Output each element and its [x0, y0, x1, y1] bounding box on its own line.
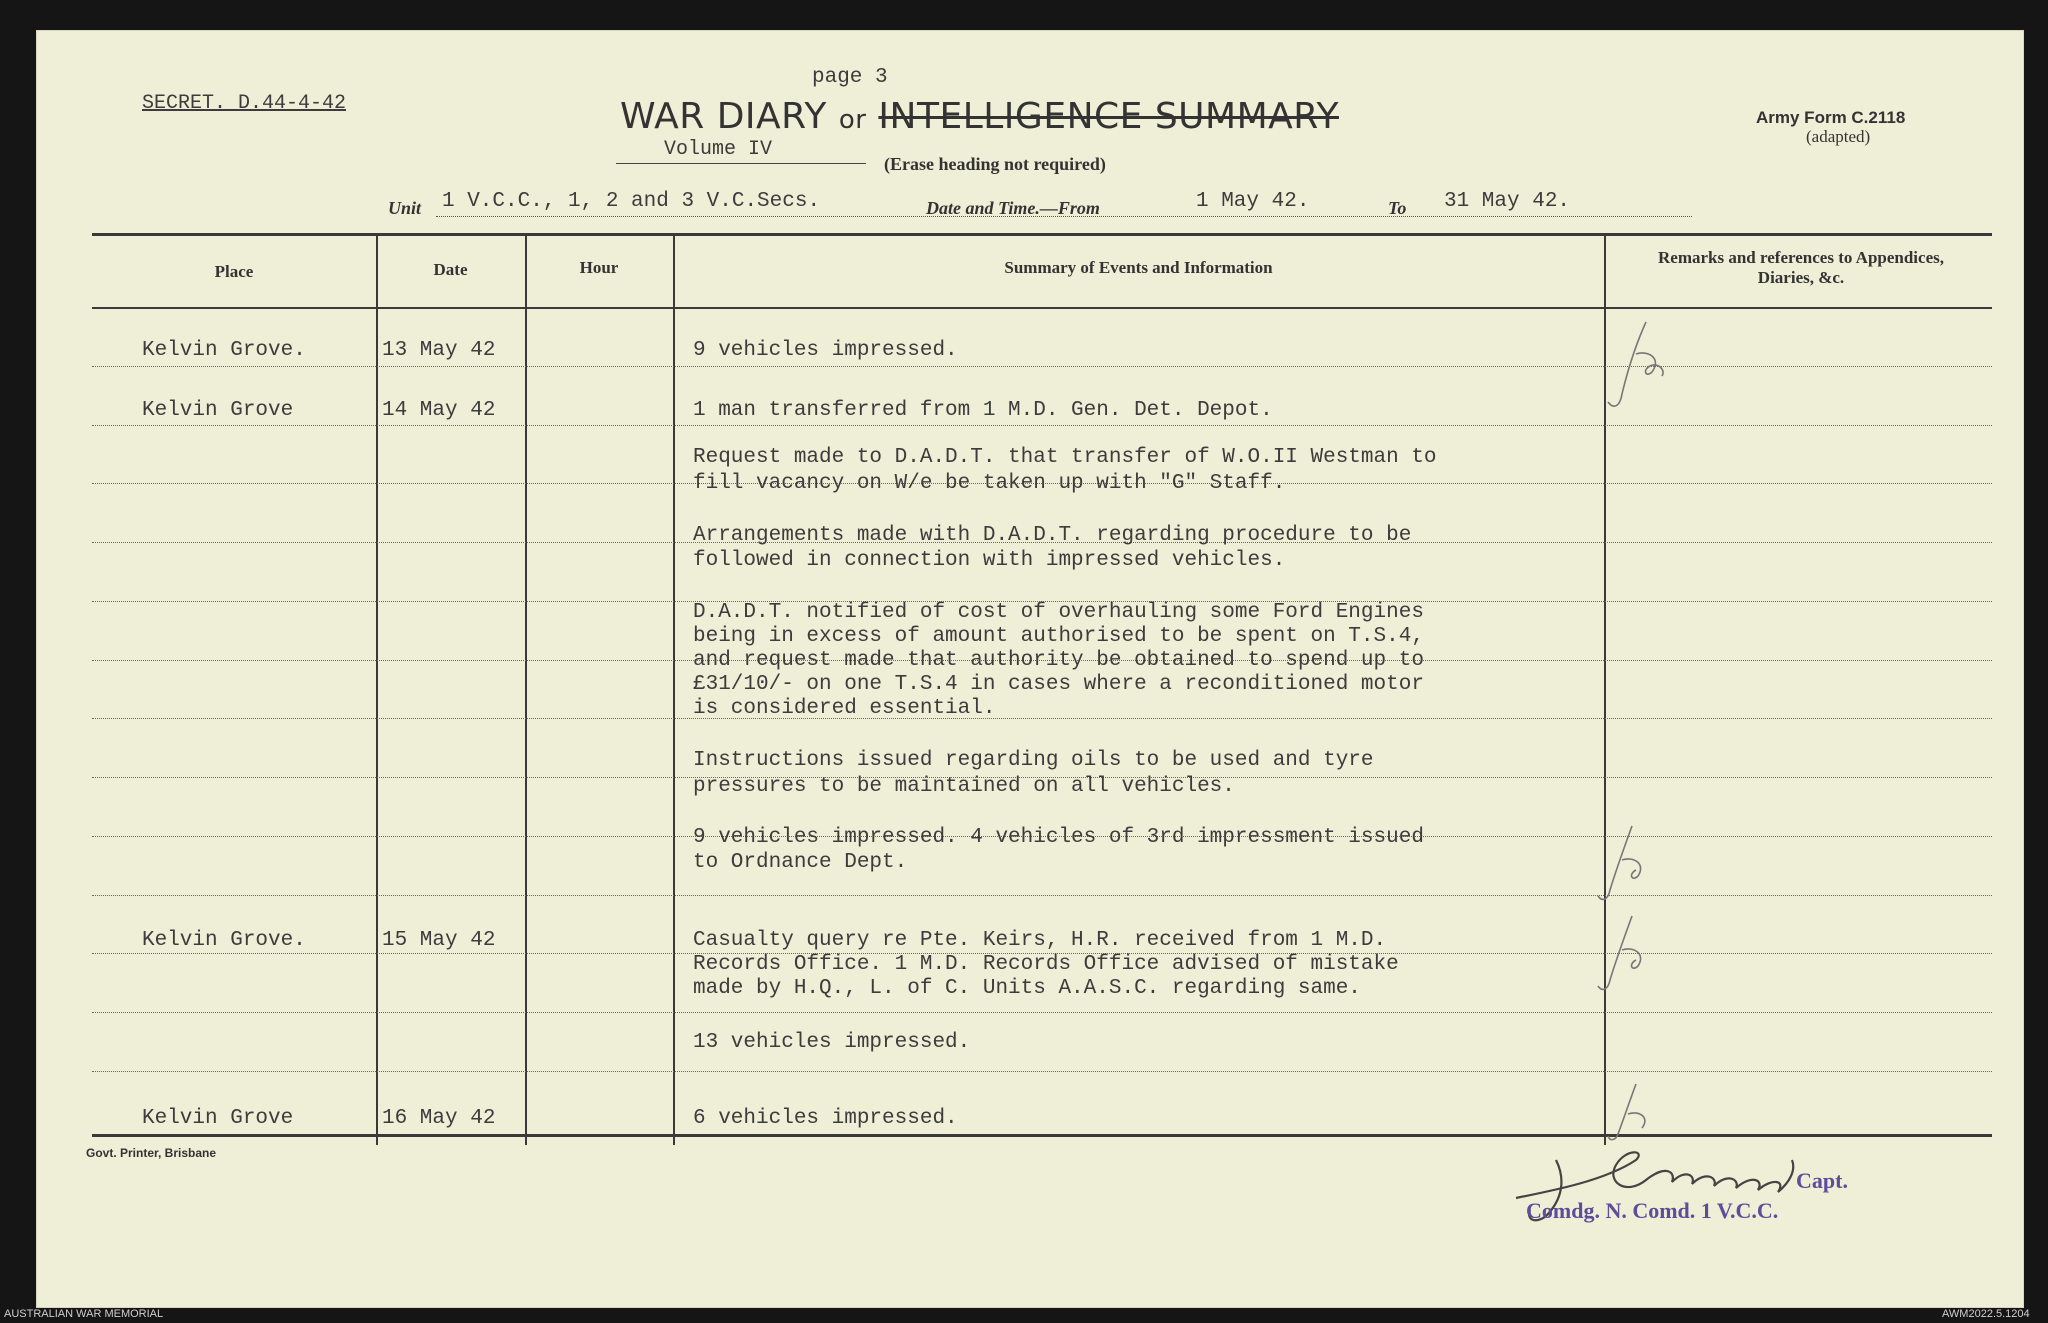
entry-summary-line: is considered essential. — [693, 697, 996, 720]
adapted-note: (adapted) — [1806, 127, 1871, 146]
entry-summary-line: made by H.Q., L. of C. Units A.A.S.C. regarding same. — [693, 977, 1361, 1000]
row-rule — [92, 425, 1992, 426]
initials-mark — [1586, 820, 1666, 910]
row-rule — [92, 1012, 1992, 1013]
rank-stamp: Capt. — [1796, 1168, 1848, 1193]
entry-summary-line: Arrangements made with D.A.D.T. regarding procedure to be — [693, 524, 1412, 547]
initials-mark — [1596, 314, 1686, 414]
column-divider-place — [376, 233, 378, 1145]
entry-summary-line: £31/10/- on one T.S.4 in cases where a reconditioned motor — [693, 673, 1424, 696]
form-title — [620, 96, 1339, 137]
entry-summary-line: to Ordnance Dept. — [693, 851, 908, 874]
entry-summary-line: Records Office. 1 M.D. Records Office advised of mistake — [693, 953, 1399, 976]
entry-date: 14 May 42 — [382, 399, 496, 422]
unit-dotted-line — [436, 216, 1692, 217]
unit-value: 1 V.C.C., 1, 2 and 3 V.C.Secs. — [442, 190, 821, 213]
title-intelligence-summary-struck: INTELLIGENCE SUMMARY — [878, 96, 1339, 137]
from-date: 1 May 42. — [1196, 190, 1310, 213]
title-or: or — [838, 105, 867, 135]
unit-label: Unit — [388, 198, 422, 218]
entry-summary-line: Instructions issued regarding oils to be used and tyre — [693, 749, 1374, 772]
entry-summary-line: being in excess of amount authorised to be spent on T.S.4, — [693, 625, 1424, 648]
entry-date: 13 May 42 — [382, 339, 496, 362]
header-date: Date — [433, 260, 468, 279]
entry-summary-line: D.A.D.T. notified of cost of overhauling some Ford Engines — [693, 601, 1424, 624]
volume-underline — [616, 163, 866, 164]
entry-summary-line: 13 vehicles impressed. — [693, 1031, 971, 1054]
initials-mark — [1586, 910, 1666, 1000]
entry-summary-line: Casualty query re Pte. Keirs, H.R. received from 1 M.D. — [693, 929, 1387, 952]
to-date: 31 May 42. — [1444, 190, 1571, 213]
entry-date: 16 May 42 — [382, 1107, 496, 1130]
entry-place: Kelvin Grove. — [142, 929, 306, 952]
page-number: page 3 — [812, 66, 888, 89]
entry-date: 15 May 42 — [382, 929, 496, 952]
volume-label: Volume IV — [664, 138, 773, 161]
row-rule — [92, 718, 1992, 719]
column-divider-date — [525, 233, 527, 1145]
entry-summary-line: 9 vehicles impressed. 4 vehicles of 3rd impressment issued — [693, 826, 1424, 849]
diary-page — [36, 30, 2024, 1308]
column-divider-hour — [673, 233, 675, 1145]
entry-summary-line: 9 vehicles impressed. — [693, 339, 958, 362]
header-place: Place — [214, 262, 254, 281]
archive-id: AWM2022.5.1204 — [1942, 1308, 2030, 1320]
header-hour: Hour — [579, 258, 619, 277]
header-summary: Summary of Events and Information — [1004, 258, 1273, 277]
erase-heading-note: (Erase heading not required) — [884, 154, 1106, 174]
archive-credit: AUSTRALIAN WAR MEMORIAL — [4, 1308, 164, 1320]
title-war-diary: WAR DIARY — [620, 96, 827, 137]
entry-summary-line: pressures to be maintained on all vehicles. — [693, 775, 1235, 798]
army-form-number: Army Form C.2118 — [1756, 108, 1906, 127]
entry-summary-line: 1 man transferred from 1 M.D. Gen. Det. Depot. — [693, 399, 1273, 422]
entry-summary-line: 6 vehicles impressed. — [693, 1107, 958, 1130]
printer-credit: Govt. Printer, Brisbane — [86, 1146, 217, 1160]
row-rule — [92, 366, 1992, 367]
date-time-label: Date and Time.—From — [926, 198, 1100, 218]
entry-place: Kelvin Grove — [142, 399, 294, 422]
row-rule — [92, 1071, 1992, 1072]
entry-summary-line: fill vacancy on W/e be taken up with "G" Staff. — [693, 472, 1286, 495]
command-stamp: Comdg. N. Comd. 1 V.C.C. — [1526, 1198, 1779, 1223]
header-remarks: Remarks and references to Appendices, Diaries, &c. — [1658, 248, 1944, 287]
entry-summary-line: followed in connection with impressed vehicles. — [693, 549, 1286, 572]
entry-summary-line: Request made to D.A.D.T. that transfer of W.O.II Westman to — [693, 446, 1437, 469]
row-rule — [92, 895, 1992, 896]
entry-summary-line: and request made that authority be obtained to spend up to — [693, 649, 1424, 672]
entry-place: Kelvin Grove. — [142, 339, 306, 362]
to-label: To — [1388, 198, 1407, 218]
secret-reference: SECRET. D.44-4-42 — [142, 92, 347, 115]
entry-place: Kelvin Grove — [142, 1107, 294, 1130]
